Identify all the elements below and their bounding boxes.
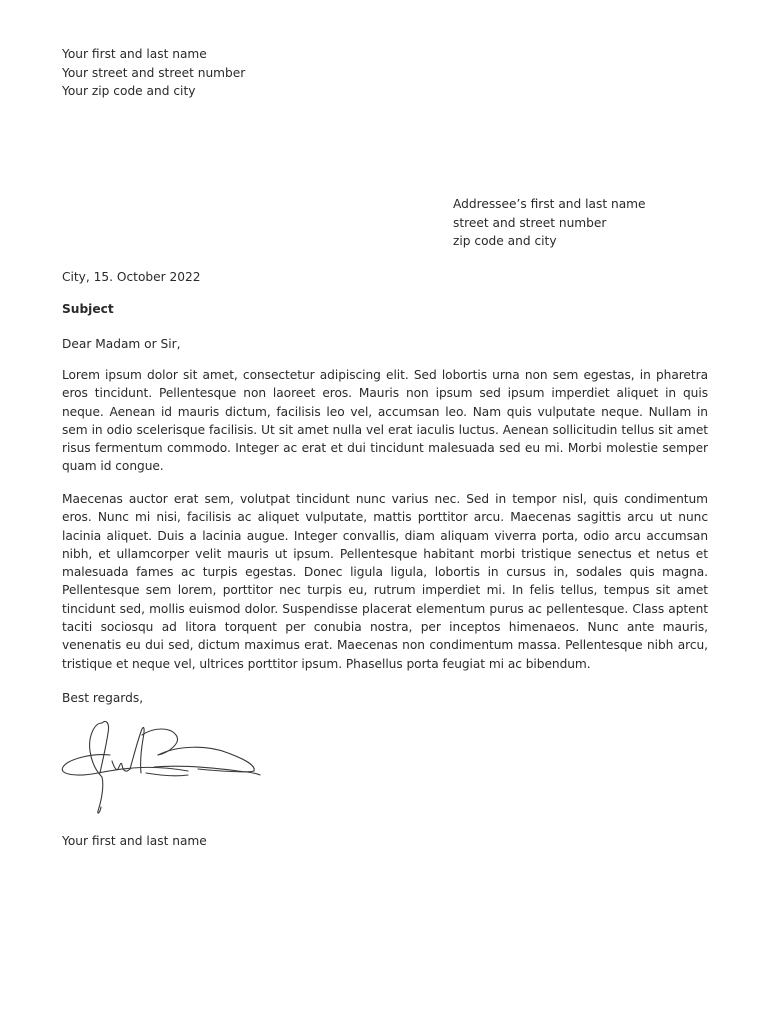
body-paragraph-2: Maecenas auctor erat sem, volutpat tincidunt nunc varius nec. Sed in tempor nisl, quis condimentum eros. Nunc mi nisi, facilisis ac aliquet vulputate, mattis porttitor arcu. Maecenas sagittis arcu ut nunc lacinia aliquet. Duis a lacinia augue. Integer convallis, diam aliquam viverra porta, odio arcu accumsan nibh, et ullamcorper velit mauris ut ipsum. Pellentesque habitant morbi tristique senectus et netus et malesuada fames ac turpis egestas. Donec ligula ligula, lobortis in cursus in, sodales quis magna. Pellentesque sem lorem, porttitor nec turpis eu, rutrum imperdiet mi. In felis tellus, tempus sit amet tincidunt sed, mollis euismod dolor. Suspendisse placerat elementum purus ac pellentesque. Class aptent taciti sociosqu ad litora torquent per conubia nostra, per inceptos himenaeos. Nunc ante mauris, venenatis eu dui sed, dictum maximus erat. Maecenas non condimentum massa. Pellentesque nibh arcu, tristique et neque vel, ultrices porttitor ipsum. Phasellus porta feugiat mi ac bibendum. xyxy=(62,492,708,671)
salutation: Dear Madam or Sir, xyxy=(62,337,181,351)
letter-subject: Subject xyxy=(62,302,114,316)
letter-date: City, 15. October 2022 xyxy=(62,270,201,284)
body-paragraph-1: Lorem ipsum dolor sit amet, consectetur adipiscing elit. Sed lobortis urna non sem egestas, in pharetra eros tincidunt. Pellentesque non laoreet eros. Mauris non ipsum sed ipsum imperdiet aliquet in quis neque. Aenean id mauris dictum, facilisis leo vel, accumsan leo. Nam quis vulputate neque. Nullam in sem in odio scelerisque facilisis. Ut sit amet nulla vel erat iaculis luctus. Aenean sollicitudin tellus sit amet risus fermentum commodo. Integer ac erat et dui tincidunt malesuada sed eu mi. Morbi molestie semper quam id congue. xyxy=(62,368,708,474)
sender-city: Your zip code and city xyxy=(62,84,196,98)
recipient-address-block xyxy=(453,195,646,251)
handwritten-signature xyxy=(58,715,262,820)
recipient-name: Addressee’s first and last name xyxy=(453,197,646,211)
recipient-city: zip code and city xyxy=(453,234,557,248)
sender-name: Your first and last name xyxy=(62,47,207,61)
sender-street: Your street and street number xyxy=(62,65,246,80)
sender-address-block xyxy=(62,45,245,101)
recipient-street: street and street number xyxy=(453,215,607,230)
closing: Best regards, xyxy=(62,691,144,705)
signoff-name: Your first and last name xyxy=(62,834,207,848)
